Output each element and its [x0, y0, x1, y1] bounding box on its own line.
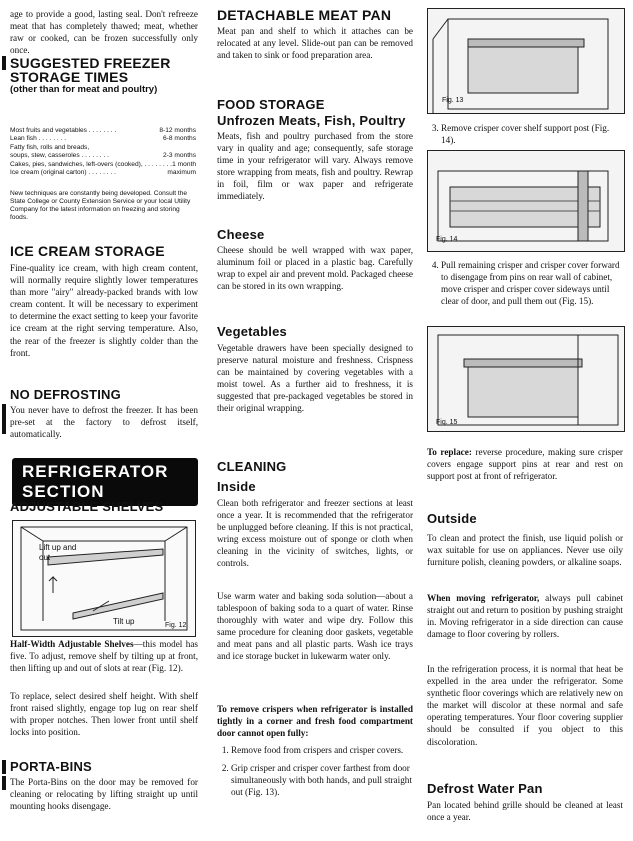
vegetables-text: Vegetable drawers have been specially designed to preserve natural moisture and freshness. Crispness can be maintained by covering vegetables with a moist towel. As a further aid to freshness, it is suggested that pre-packaged vegetables be stored in their original wrapping.	[217, 343, 413, 414]
fig15-label: Fig. 15	[436, 419, 458, 426]
shelves-title: ADJUSTABLE SHELVES	[10, 499, 164, 514]
vegetables-title: Vegetables	[217, 324, 287, 339]
fig12-tilt-label: Tilt up	[113, 617, 135, 626]
fig12-lift-label: Lift up and out	[39, 543, 77, 562]
shelves-body: —this model has five. To adjust, remove shelf by tilting up at front, then lifting up and out of slots at rear (Fig. 12).	[10, 639, 198, 674]
crisper-step-4-list	[427, 259, 625, 307]
storage-time: 8-12 months	[159, 127, 196, 134]
replace-text	[427, 446, 623, 482]
moving-body: always pull cabinet straight out and return to position by pushing straight in. Moving refrigerator in a side direction can cause damage to floor covering by rollers.	[427, 593, 623, 640]
no-defrost-title: NO DEFROSTING	[10, 387, 121, 402]
cleaning-title: CLEANING	[217, 459, 287, 474]
replace-bold: To replace:	[427, 447, 472, 457]
crisper-step-2: 2. Grip crisper and crisper cover farthest from door simultaneously with both hands, and pull straight out (Fig. 13).	[231, 762, 413, 798]
fig12-label: Fig. 12	[165, 622, 187, 629]
freezer-title-line1: SUGGESTED FREEZER	[10, 55, 171, 71]
margin-bar	[2, 760, 6, 774]
replace-body: reverse procedure, making sure crisper covers engage support pins at rear and rest on support post at front of refrigerator.	[427, 447, 623, 482]
intro-text: age to provide a good, lasting seal. Don't refreeze meat that has completely thawed; meat, whether raw or cooked, can be frozen successfully only once.	[10, 9, 198, 56]
shelves-text	[10, 638, 198, 674]
moving-text	[427, 592, 623, 640]
storage-table	[10, 127, 196, 177]
ice-cream-title: ICE CREAM STORAGE	[10, 243, 165, 259]
storage-row	[10, 161, 196, 169]
inside-title: Inside	[217, 479, 256, 494]
crisper-step-1: 1. Remove food from crispers and crisper covers.	[231, 744, 413, 756]
defrost-pan-title: Defrost Water Pan	[427, 781, 543, 796]
storage-item: soups, stew, casseroles . . . . . . . .	[10, 152, 109, 160]
freezer-title-line2: STORAGE TIMES	[10, 69, 129, 85]
storage-item: Fatty fish, rolls and breads,	[10, 143, 90, 151]
storage-row	[10, 152, 196, 160]
crispers-instructions: To remove crispers when refrigerator is installed tightly in a corner and fresh food compartment door cannot open fully:	[217, 704, 413, 739]
outside-text: To clean and protect the finish, use liquid polish or wax suitable for use on appliances. Never use oily furniture polish, cleaning powders, or alkaline soaps.	[427, 533, 623, 568]
storage-item: Cakes, pies, sandwiches, left-overs (cooked), . . . . . . . .	[10, 160, 172, 168]
storage-row	[10, 135, 196, 143]
inside-text-2: Use warm water and baking soda solution—about a tablespoon of baking soda to a quart of water. Rinse thoroughly with water and wipe dry. Follow this same procedure for cleaning door gaskets, vegetable and meat pans and all plastic parts. Wash ice trays and ice storage bucket in lukewarm water only.	[217, 591, 413, 662]
crisper-steps	[217, 744, 413, 798]
storage-row	[10, 144, 196, 152]
crisper-figure-15	[427, 326, 625, 432]
defrost-pan-text: Pan located behind grille should be cleaned at least once a year.	[427, 800, 623, 823]
storage-item: Most fruits and vegetables . . . . . . . .	[10, 127, 117, 134]
shelves-bold: Half-Width Adjustable Shelves	[10, 639, 134, 649]
process-text: In the refrigeration process, it is normal that heat be expelled in the area under the refrigerator. Some synthetic floor coverings which are relatively new on the market will discolor at these normal and safe operating temperatures. Your floor covering supplier should be consulted if you object to this discoloration.	[427, 664, 623, 747]
freezer-storage-heading	[10, 56, 171, 95]
storage-row	[10, 127, 196, 135]
crisper-step-3: 3. Remove crisper cover shelf support post (Fig. 14).	[441, 122, 625, 146]
porta-bins-title: PORTA-BINS	[10, 759, 92, 774]
meat-pan-text: Meat pan and shelf to which it attaches can be relocated at any level. Slide-out pan can be removed and taken to sink or food preparation area.	[217, 26, 413, 61]
margin-bar	[2, 776, 6, 790]
margin-bar	[2, 56, 6, 70]
fig13-label: Fig. 13	[442, 97, 464, 104]
freezer-subtitle: (other than for meat and poultry)	[10, 84, 158, 95]
cheese-text: Cheese should be well wrapped with wax paper, aluminum foil or placed in a plastic bag. Carefully wrap to expel air and prevent mold. Packaged cheese can be stored in its own wrapping.	[217, 245, 413, 292]
unfrozen-title: Unfrozen Meats, Fish, Poultry	[217, 113, 406, 128]
storage-item: Ice cream (original carton) . . . . . . . .	[10, 169, 116, 177]
storage-time: maximum	[167, 169, 196, 177]
crisper-step-3-list	[427, 122, 625, 146]
section-banner: REFRIGERATOR SECTION	[12, 458, 198, 506]
unfrozen-text: Meats, fish and poultry purchased from the store vary in quality and age; consequently, safe storage time in your refrigerator will vary. Always remove store wrapping from meats, fish and poultry. Rewrap in foil, film or wax paper and refrigerate immediately.	[217, 131, 413, 202]
food-storage-title: FOOD STORAGE	[217, 97, 325, 112]
cheese-title: Cheese	[217, 227, 265, 242]
fig14-label: Fig. 14	[436, 236, 458, 243]
crisper-step-4: 4. Pull remaining crisper and crisper cover forward to disengage from pins on rear wall of cabinet, move crisper and crisper cover sideways until clear of door, and pull them out (Fig. 15).	[441, 259, 625, 307]
inside-text: Clean both refrigerator and freezer sections at least once a year. It is recommended that the refrigerator be unplugged before cleaning. If this is not practical, wring excess moisture out of sponge or cloth when cleaning in the vicinity of switches, lights, or controls.	[217, 498, 413, 569]
outside-title: Outside	[427, 511, 477, 526]
meat-pan-title: DETACHABLE MEAT PAN	[217, 7, 392, 23]
porta-bins-text: The Porta-Bins on the door may be removed for cleaning or relocating by lifting straight up until mounting hooks disengage.	[10, 777, 198, 812]
storage-time: 6-8 months	[163, 135, 196, 143]
ice-cream-text: Fine-quality ice cream, with high cream content, will normally require slightly lower temperatures than more "airy" already-packed brands with low cream content. It will be necessary to experiment to determine the exact setting to keep your favorite ice cream at the right serving temperature. Also, the rear of the freezer is slightly colder than the front.	[10, 263, 198, 358]
crisper-illustration-15	[428, 327, 624, 431]
crisper-figure-13	[427, 8, 625, 114]
storage-time: 2-3 months	[163, 152, 196, 160]
shelf-figure-12	[12, 520, 196, 637]
crisper-figure-14	[427, 150, 625, 252]
shelves-replace-text: To replace, select desired shelf height. With shelf front raised slightly, engage top lug on rear shelf with proper notches. Then lower front until shelf locks into position.	[10, 691, 198, 738]
margin-bar	[2, 404, 6, 434]
freezer-note: New techniques are constantly being developed. Consult the State College or County Extension Service or your local Utility Company for the latest information on freezing and storing foods.	[10, 190, 191, 222]
storage-item: Lean fish . . . . . . . .	[10, 135, 67, 143]
no-defrost-text: You never have to defrost the freezer. It has been pre-set at the factory to defrost itself, automatically.	[10, 405, 198, 440]
storage-row	[10, 169, 196, 177]
shelf-illustration	[13, 521, 195, 636]
storage-time: 1 month	[172, 160, 196, 168]
moving-bold: When moving refrigerator,	[427, 593, 540, 603]
